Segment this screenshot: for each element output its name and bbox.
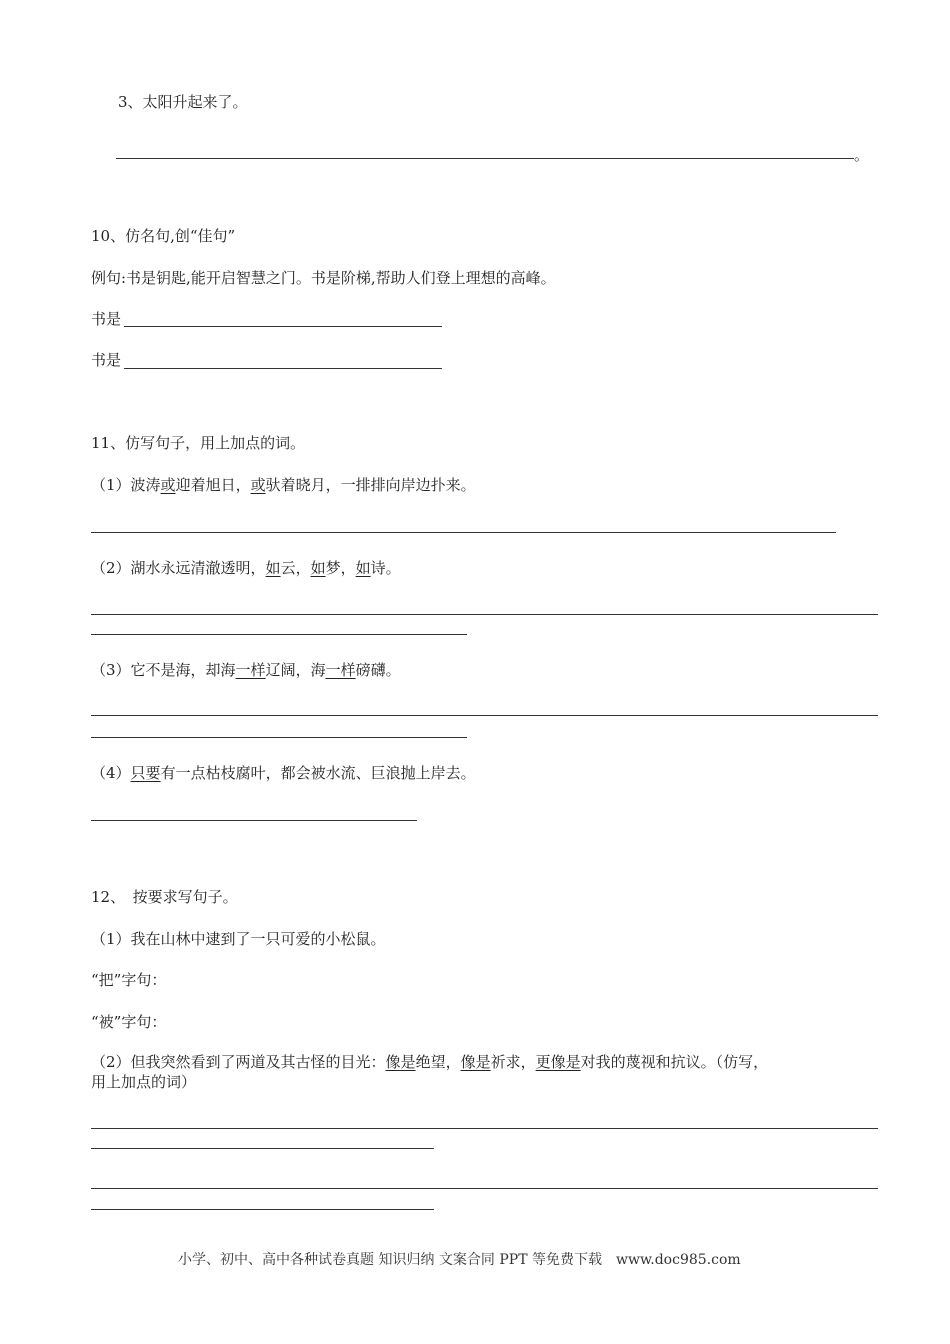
q12-sentence1: （1）我在山林中逮到了一只可爱的小松鼠。	[91, 930, 386, 948]
dotted-word: 或	[250, 476, 266, 494]
q11-answer-line-4[interactable]	[91, 820, 417, 821]
q11-sentence2	[91, 559, 401, 577]
text: （2）湖水永远清澈透明，	[91, 559, 266, 577]
text: （4）	[91, 764, 131, 782]
text: 对我的蔑视和抗议。（仿写，	[580, 1053, 769, 1071]
q12-answer-line-1b[interactable]	[91, 1148, 434, 1149]
q11-answer-line-1[interactable]	[91, 532, 836, 533]
q12-sentence2	[91, 1053, 768, 1071]
dotted-word: 一样	[235, 661, 266, 679]
text: （1）波涛	[91, 476, 161, 494]
dotted-word: 像是	[385, 1053, 416, 1071]
text: 辽阔，海	[265, 661, 326, 679]
q12-answer-line-1a[interactable]	[91, 1128, 878, 1129]
text: 有一点枯枝腐叶，都会被水流、巨浪抛上岸去。	[160, 764, 476, 782]
dotted-word: 一样	[325, 661, 356, 679]
dotted-word: 像是	[460, 1053, 491, 1071]
q10-blank1-label: 书是	[91, 310, 122, 328]
q10-title: 10、仿名句,创“佳句”	[91, 227, 236, 245]
text: 驮着晓月，一排排向岸边扑来。	[265, 476, 476, 494]
q12-title: 12、 按要求写句子。	[91, 888, 238, 906]
q11-sentence1	[91, 476, 476, 494]
dotted-word: 只要	[130, 764, 161, 782]
text: （2）但我突然看到了两道及其古怪的目光：	[91, 1053, 386, 1071]
text: 磅礴。	[355, 661, 401, 679]
text: 祈求，	[490, 1053, 536, 1071]
q12-sentence2-cont: 用上加点的词）	[91, 1073, 197, 1091]
q12-bei-label: “被”字句：	[91, 1013, 167, 1031]
text: 绝望，	[415, 1053, 461, 1071]
dotted-word: 更像是	[535, 1053, 581, 1071]
q12-answer-line-2b[interactable]	[91, 1209, 434, 1210]
q12-answer-line-2a[interactable]	[91, 1188, 878, 1189]
dotted-word: 如	[265, 559, 281, 577]
text: 诗。	[370, 559, 401, 577]
q12-ba-label: “把”字句：	[91, 971, 167, 989]
dotted-word: 或	[160, 476, 176, 494]
q11-title: 11、仿写句子，用上加点的词。	[91, 434, 306, 452]
page-footer: 小学、初中、高中各种试卷真题 知识归纳 文案合同 PPT 等免费下载 www.doc985.com	[178, 1252, 741, 1268]
q11-sentence3	[91, 661, 401, 679]
answer-line[interactable]	[116, 158, 854, 159]
q10-example: 例句:书是钥匙,能开启智慧之门。书是阶梯,帮助人们登上理想的高峰。	[91, 269, 556, 287]
q11-answer-line-3a[interactable]	[91, 715, 878, 716]
q11-sentence4	[91, 764, 476, 782]
text: 梦，	[325, 559, 356, 577]
dotted-word: 如	[310, 559, 326, 577]
q9-item3: 3、太阳升起来了。	[118, 93, 248, 111]
text: 云，	[280, 559, 311, 577]
q11-answer-line-2b[interactable]	[91, 634, 467, 635]
line-end-period: 。	[854, 146, 870, 164]
q10-blank1-line[interactable]	[124, 326, 442, 327]
text: （3）它不是海，却海	[91, 661, 236, 679]
q10-blank2-line[interactable]	[124, 368, 442, 369]
q11-answer-line-2a[interactable]	[91, 614, 878, 615]
q11-answer-line-3b[interactable]	[91, 737, 467, 738]
q10-blank2-label: 书是	[91, 351, 122, 369]
text: 迎着旭日，	[175, 476, 251, 494]
dotted-word: 如	[355, 559, 371, 577]
